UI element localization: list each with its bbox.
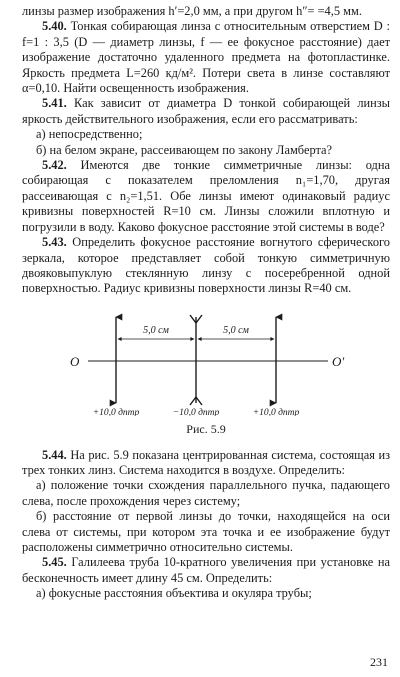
problem-5-42: [22, 158, 390, 235]
problem-5-40: [22, 19, 390, 96]
problem-number: 5.45.: [42, 555, 67, 570]
problem-number: 5.42.: [42, 158, 67, 173]
intro-paragraph: линзы размер изображения h′=2,0 мм, а при другом h″= =4,5 мм.: [22, 4, 362, 18]
problem-text: Тонкая собирающая линза с относительным отверстием D : f=1 : 3,5 (D — диаметр линзы, f — ее фокусное расстояние) дает изображение достаточно удаленного предмета на фотопластинке. Яркость предмета L=260 кд/м². Потери света в линзе составляют α=0,10. Найти освещенность изображения.: [22, 19, 390, 96]
problem-5-41-item-a: а) непосредственно;: [36, 127, 143, 142]
problem-text: Определить фокусное расстояние вогнутого сферического зеркала, которое представляет собой тонкую симметричную двояковыпуклую стеклянную линзу с посеребренной одной поверхностью. Радиус кривизны поверхности линзы R=40 см.: [22, 235, 390, 296]
figure-caption: Рис. 5.9: [186, 422, 226, 437]
problem-text: Имеются две тонкие симметричные линзы: одна собирающая с показателем преломления n₁=1,70, другая рассеивающая с n₂=1,51. Обе линзы имеют одинаковый радиус кривизны поверхностей R=10 см. Линзы сложили вплотную и погрузили в воду. Каково фокусное расстояние этой системы в воде?: [22, 158, 390, 234]
lens-2-power: −10,0 дптр: [172, 407, 220, 416]
problem-5-45-item-a: а) фокусные расстояния объектива и окуляра трубы;: [36, 586, 312, 601]
lens-3-power: +10,0 дптр: [252, 407, 300, 416]
page-number: 231: [370, 655, 388, 669]
problem-5-44: [22, 448, 390, 479]
axis-label-right: O′: [332, 353, 345, 369]
problem-5-41-item-b: б) на белом экране, рассеивающем по закону Ламберта?: [36, 142, 333, 157]
problem-number: 5.43.: [42, 235, 67, 250]
problem-5-43: [22, 235, 390, 297]
problem-text: Как зависит от диаметра D тонкой собирающей линзы яркость действительного изображения, если его рассматривать:: [22, 96, 390, 126]
problem-5-45: [22, 555, 390, 586]
lens-1-power: +10,0 дптр: [92, 407, 140, 416]
distance-label-2: 5,0 см: [223, 324, 249, 336]
problem-5-44-item-b: б) расстояние от первой линзы до точки, находящейся на оси слева от системы, при котором эта точка и ее изображение будут расположены симметрично относительно системы.: [22, 509, 390, 554]
problem-text: Галилеева труба 10-кратного увеличения при установке на бесконечность имеет длину 45 см. Определить:: [22, 555, 390, 585]
axis-label-left: O: [70, 353, 80, 369]
problem-5-41: [22, 96, 390, 127]
distance-label-1: 5,0 см: [143, 324, 169, 336]
lens-system-diagram: [56, 311, 356, 416]
problem-text: На рис. 5.9 показана центрированная система, состоящая из трех тонких линз. Система находится в воздухе. Определить:: [22, 447, 390, 477]
problem-number: 5.40.: [42, 19, 67, 34]
problem-5-44-item-a: а) положение точки схождения параллельного пучка, падающего слева, после прохождения через систему;: [22, 478, 390, 508]
problem-number: 5.41.: [42, 96, 67, 111]
figure-5-9: [56, 311, 356, 438]
problem-number: 5.44.: [42, 447, 67, 462]
